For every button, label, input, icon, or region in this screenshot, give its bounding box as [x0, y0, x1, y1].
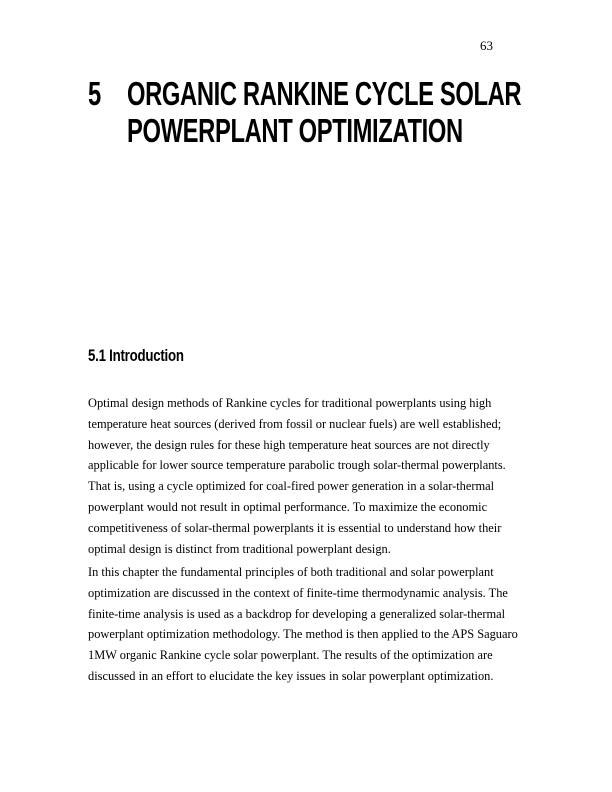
text-line: temperature heat sources (derived from fossil or nuclear fuels) are well established; — [88, 416, 502, 431]
section-heading: 5.1 Introduction — [88, 346, 184, 365]
text-line: competitiveness of solar-thermal powerplants it is essential to understand how their — [88, 520, 502, 535]
paragraph-1 — [88, 393, 528, 559]
text-line: That is, using a cycle optimized for coal-fired power generation in a solar-thermal — [88, 479, 495, 494]
chapter-title-line-2: POWERPLANT OPTIMIZATION — [127, 112, 463, 149]
chapter-number: 5 — [88, 75, 101, 112]
text-line: Optimal design methods of Rankine cycles for traditional powerplants using high — [88, 396, 492, 410]
text-line: optimization are discussed in the context of finite-time thermodynamic analysis. The — [88, 585, 508, 600]
page-number: 63 — [480, 38, 493, 53]
text-line: optimal design is distinct from traditional powerplant design. — [88, 541, 391, 556]
text-line: however, the design rules for these high temperature heat sources are not directly — [88, 437, 490, 452]
text-line: powerplant would not result in optimal performance. To maximize the economic — [88, 499, 488, 514]
text-line: discussed in an effort to elucidate the key issues in solar powerplant optimization. — [88, 668, 494, 683]
text-line: 1MW organic Rankine cycle solar powerplant. The results of the optimization are — [88, 648, 493, 663]
text-line: powerplant optimization methodology. The method is then applied to the APS Saguaro — [88, 627, 518, 642]
paragraph-2 — [88, 562, 528, 687]
text-line: In this chapter the fundamental principles of both traditional and solar powerplant — [88, 565, 494, 579]
chapter-title-line-1: ORGANIC RANKINE CYCLE SOLAR — [127, 75, 522, 112]
text-line: applicable for lower source temperature parabolic trough solar-thermal powerplants. — [88, 458, 506, 473]
text-line: finite-time analysis is used as a backdrop for developing a generalized solar-thermal — [88, 606, 506, 621]
